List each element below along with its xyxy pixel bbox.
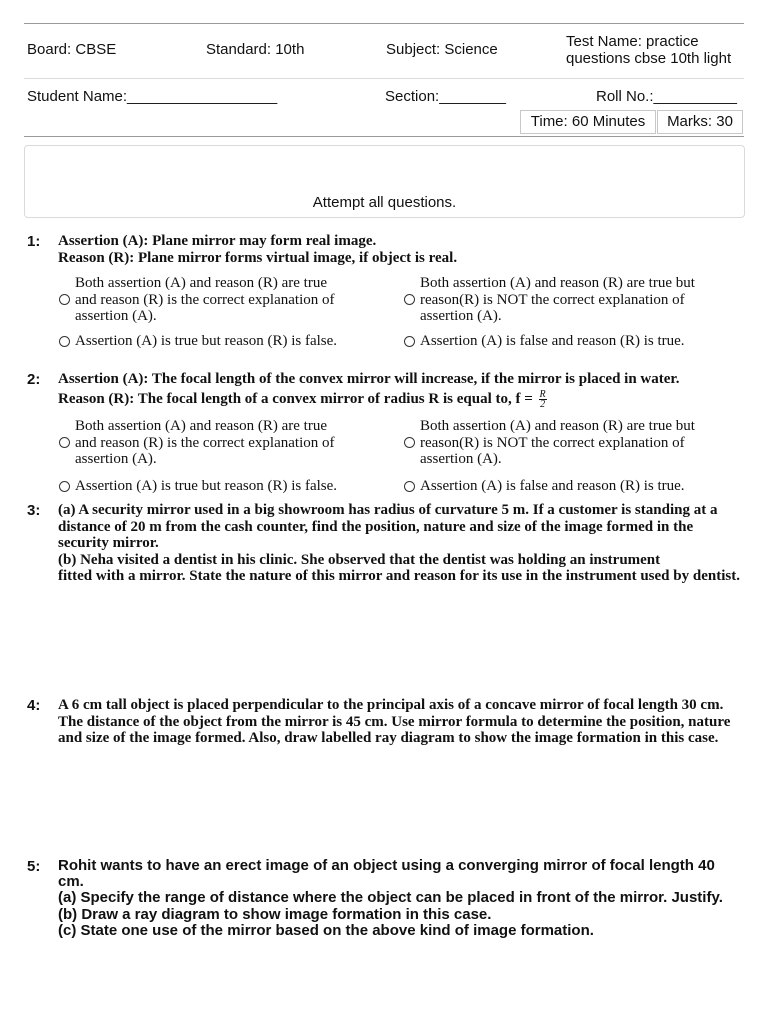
option-label: Assertion (A) is true but reason (R) is false.	[75, 478, 338, 494]
fraction-denominator: 2	[540, 398, 546, 410]
question-1-text	[58, 233, 744, 266]
question-3-part-b-line-1: (b) Neha visited a dentist in his clinic. She observed that the dentist was holding an instrument	[58, 551, 661, 568]
option-label: Assertion (A) is true but reason (R) is false.	[75, 333, 338, 349]
question-2-reason-text: Reason (R): The focal length of a convex mirror of radius R is equal to, f =	[58, 390, 533, 407]
time-badge: Time: 60 Minutes	[520, 110, 656, 134]
instructions-text: Attempt all questions.	[312, 194, 457, 211]
radio-button[interactable]	[59, 294, 70, 305]
question-3-number: 3:	[27, 502, 41, 519]
roll-no-field: Roll No.:__________	[596, 88, 737, 105]
question-5-intro: Rohit wants to have an erect image of an object using a converging mirror of focal length 40 cm.	[58, 857, 715, 891]
radio-button[interactable]	[404, 294, 415, 305]
student-name-field: Student Name:__________________	[27, 88, 278, 105]
subject-label: Subject: Science	[386, 41, 498, 58]
radio-button[interactable]	[404, 437, 415, 448]
instructions-box	[24, 145, 745, 218]
radio-button[interactable]	[59, 481, 70, 492]
section-field: Section:________	[385, 88, 506, 105]
option-label: Both assertion (A) and reason (R) are true and reason (R) is the correct explanation of assertion (A).	[75, 275, 335, 324]
question-5-part-c: (c) State one use of the mirror based on the above kind of image formation.	[58, 921, 594, 939]
option-label: Both assertion (A) and reason (R) are true and reason (R) is the correct explanation of assertion (A).	[75, 418, 335, 467]
option-label: Assertion (A) is false and reason (R) is true.	[420, 333, 685, 349]
radio-button[interactable]	[59, 437, 70, 448]
question-3-text	[58, 502, 742, 585]
question-4-text: A 6 cm tall object is placed perpendicular to the principal axis of a concave mirror of focal length 30 cm. The distance of the object from the mirror is 45 cm. Use mirror formula to determine the position, nature and size of the image formed. Also, draw labelled ray diagram to show the image formation in this case.	[58, 697, 731, 746]
fraction-r-over-2	[539, 390, 547, 409]
question-5-part-a: (a) Specify the range of distance where the object can be placed in front of the mirror. Justify.	[58, 889, 723, 907]
question-5-number: 5:	[27, 858, 41, 875]
question-3-part-a: (a) A security mirror used in a big showroom has radius of curvature 5 m. If a customer is standing at a distance of 20 m from the cash counter, find the position, nature and size of the image formed in the security mirror.	[58, 502, 718, 551]
question-1-reason: Reason (R): Plane mirror forms virtual image, if object is real.	[58, 249, 458, 266]
marks-badge: Marks: 30	[657, 110, 743, 134]
question-3-part-b-line-2: fitted with a mirror. State the nature of this mirror and reason for its use in the instrument used by dentist.	[58, 568, 740, 584]
header-divider	[24, 78, 744, 79]
radio-button[interactable]	[404, 336, 415, 347]
question-2-number: 2:	[27, 371, 41, 388]
option-label: Both assertion (A) and reason (R) are true but reason(R) is NOT the correct explanation of assertion (A).	[420, 275, 695, 324]
header-top-rule	[24, 23, 744, 24]
question-1-assertion: Assertion (A): Plane mirror may form real image.	[58, 233, 377, 249]
question-4-number: 4:	[27, 697, 41, 714]
board-label: Board: CBSE	[27, 41, 117, 58]
question-2-assertion: Assertion (A): The focal length of the convex mirror will increase, if the mirror is placed in water.	[58, 371, 680, 387]
question-5-text	[58, 858, 742, 939]
question-5-part-b: (b) Draw a ray diagram to show image formation in this case.	[58, 905, 492, 923]
question-2-reason	[58, 390, 744, 409]
standard-label: Standard: 10th	[206, 41, 305, 58]
header-bottom-rule	[24, 136, 744, 137]
option-label: Both assertion (A) and reason (R) are true but reason(R) is NOT the correct explanation of assertion (A).	[420, 418, 695, 467]
question-2-text	[58, 371, 744, 409]
radio-button[interactable]	[59, 336, 70, 347]
radio-button[interactable]	[404, 481, 415, 492]
question-1-number: 1:	[27, 233, 41, 250]
test-name-label: Test Name: practice questions cbse 10th light	[566, 33, 732, 67]
fraction-numerator: R	[539, 388, 546, 400]
option-label: Assertion (A) is false and reason (R) is true.	[420, 478, 685, 494]
